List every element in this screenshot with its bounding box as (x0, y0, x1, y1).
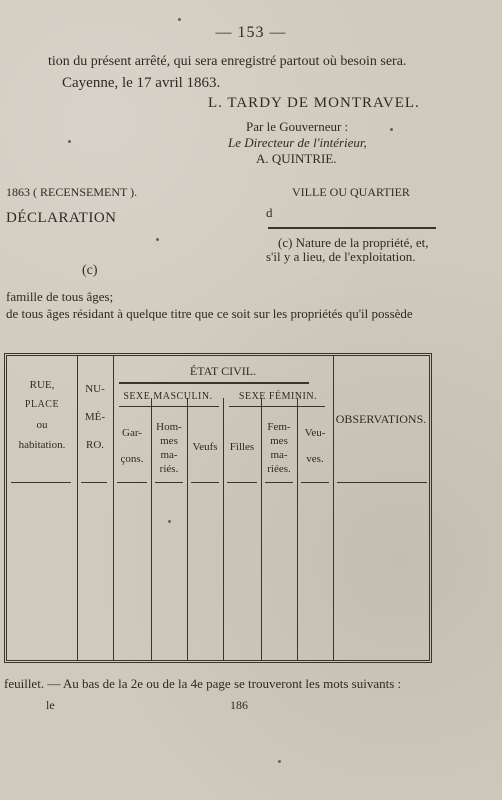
married-men-underline (155, 482, 183, 483)
girls-column-heading (223, 440, 261, 454)
paper-speck (178, 18, 181, 21)
street-heading (7, 378, 77, 452)
female-heading: SEXE FÉMININ. (238, 391, 318, 402)
married-men-column-heading (151, 420, 187, 476)
place-date-line: Cayenne, le 17 avril 1863. (62, 75, 221, 91)
number-heading-line: NU- (85, 383, 105, 395)
signatory-role: Par le Gouverneur : (246, 119, 349, 134)
widows-column-heading (297, 426, 333, 466)
street-heading-line: RUE, (29, 379, 55, 391)
male-rule (119, 406, 219, 407)
observations-underline (337, 482, 427, 483)
heading-line: Hom- (156, 421, 182, 433)
reference-marker: (c) (82, 263, 98, 278)
city-fill-rule (268, 227, 436, 229)
boys-underline (117, 482, 147, 483)
street-heading-line: ou (36, 419, 48, 431)
heading-line: riés. (159, 463, 179, 475)
number-heading-line: MÉ- (84, 411, 106, 423)
nature-note-line1: (c) Nature de la propriété, et, (278, 235, 429, 250)
heading-line: mes (160, 435, 178, 447)
census-table (4, 353, 432, 663)
family-line1: famille de tous âges; (6, 289, 114, 304)
heading-line: Filles (229, 441, 255, 453)
census-heading: 1863 ( RECENSEMENT ). (6, 185, 138, 199)
heading-line: ma- (270, 449, 288, 461)
heading-line: Gar- (122, 427, 142, 439)
girls-underline (227, 482, 257, 483)
boys-column-heading (113, 426, 151, 466)
heading-line: mes (270, 435, 288, 447)
widowers-underline (191, 482, 219, 483)
nature-note-line2: s'il y a lieu, de l'exploitation. (266, 249, 416, 264)
column-divider (187, 398, 188, 660)
footer-prefix: le (46, 698, 55, 712)
civil-status-heading: ÉTAT CIVIL. (189, 364, 257, 378)
paper-speck (156, 238, 159, 241)
footer-page-number: 186 (230, 698, 248, 712)
paper-speck (278, 760, 281, 763)
heading-line: riées. (267, 463, 291, 475)
footer-instruction: feuillet. — Au bas de la 2e ou de la 4e page se trouveront les mots suivants : (4, 676, 402, 691)
civil-status-rule (119, 382, 309, 384)
paper-speck (168, 520, 171, 523)
widowers-column-heading (187, 440, 223, 454)
signatory-title: Le Directeur de l'intérieur, (228, 135, 367, 150)
widows-underline (301, 482, 329, 483)
paper-speck (390, 128, 393, 131)
married-women-underline (265, 482, 293, 483)
heading-line: Veu- (304, 427, 326, 439)
observations-heading: OBSERVATIONS. (335, 412, 427, 426)
city-prefix: d (266, 205, 273, 220)
family-line2: de tous âges résidant à quelque titre que ce soit sur les propriétés qu'il possède (6, 306, 413, 321)
decree-closing-line: tion du présent arrêté, qui sera enregistré partout où besoin sera. (48, 54, 407, 69)
column-divider (333, 356, 334, 660)
heading-line: çons. (120, 453, 144, 465)
street-heading-line: habitation. (18, 439, 66, 451)
street-underline (11, 482, 71, 483)
married-women-column-heading (261, 420, 297, 476)
street-heading-line: PLACE (24, 399, 60, 410)
heading-line: Fem- (267, 421, 291, 433)
heading-line: Veufs (192, 441, 218, 453)
paper-speck (68, 140, 71, 143)
male-heading: SEXE MASCULIN. (123, 391, 213, 402)
signatory-person: A. QUINTRIE. (256, 151, 337, 166)
female-rule (229, 406, 325, 407)
column-divider (223, 398, 224, 660)
city-heading: VILLE OU QUARTIER (292, 185, 410, 199)
number-underline (81, 482, 107, 483)
signatory-name: L. TARDY DE MONTRAVEL. (208, 95, 420, 111)
page-number: — 153 — (215, 24, 287, 41)
heading-line: ma- (160, 449, 178, 461)
declaration-heading: DÉCLARATION (6, 210, 117, 226)
number-heading-line: RO. (85, 439, 105, 451)
number-heading (77, 382, 113, 452)
heading-line: ves. (306, 453, 324, 465)
